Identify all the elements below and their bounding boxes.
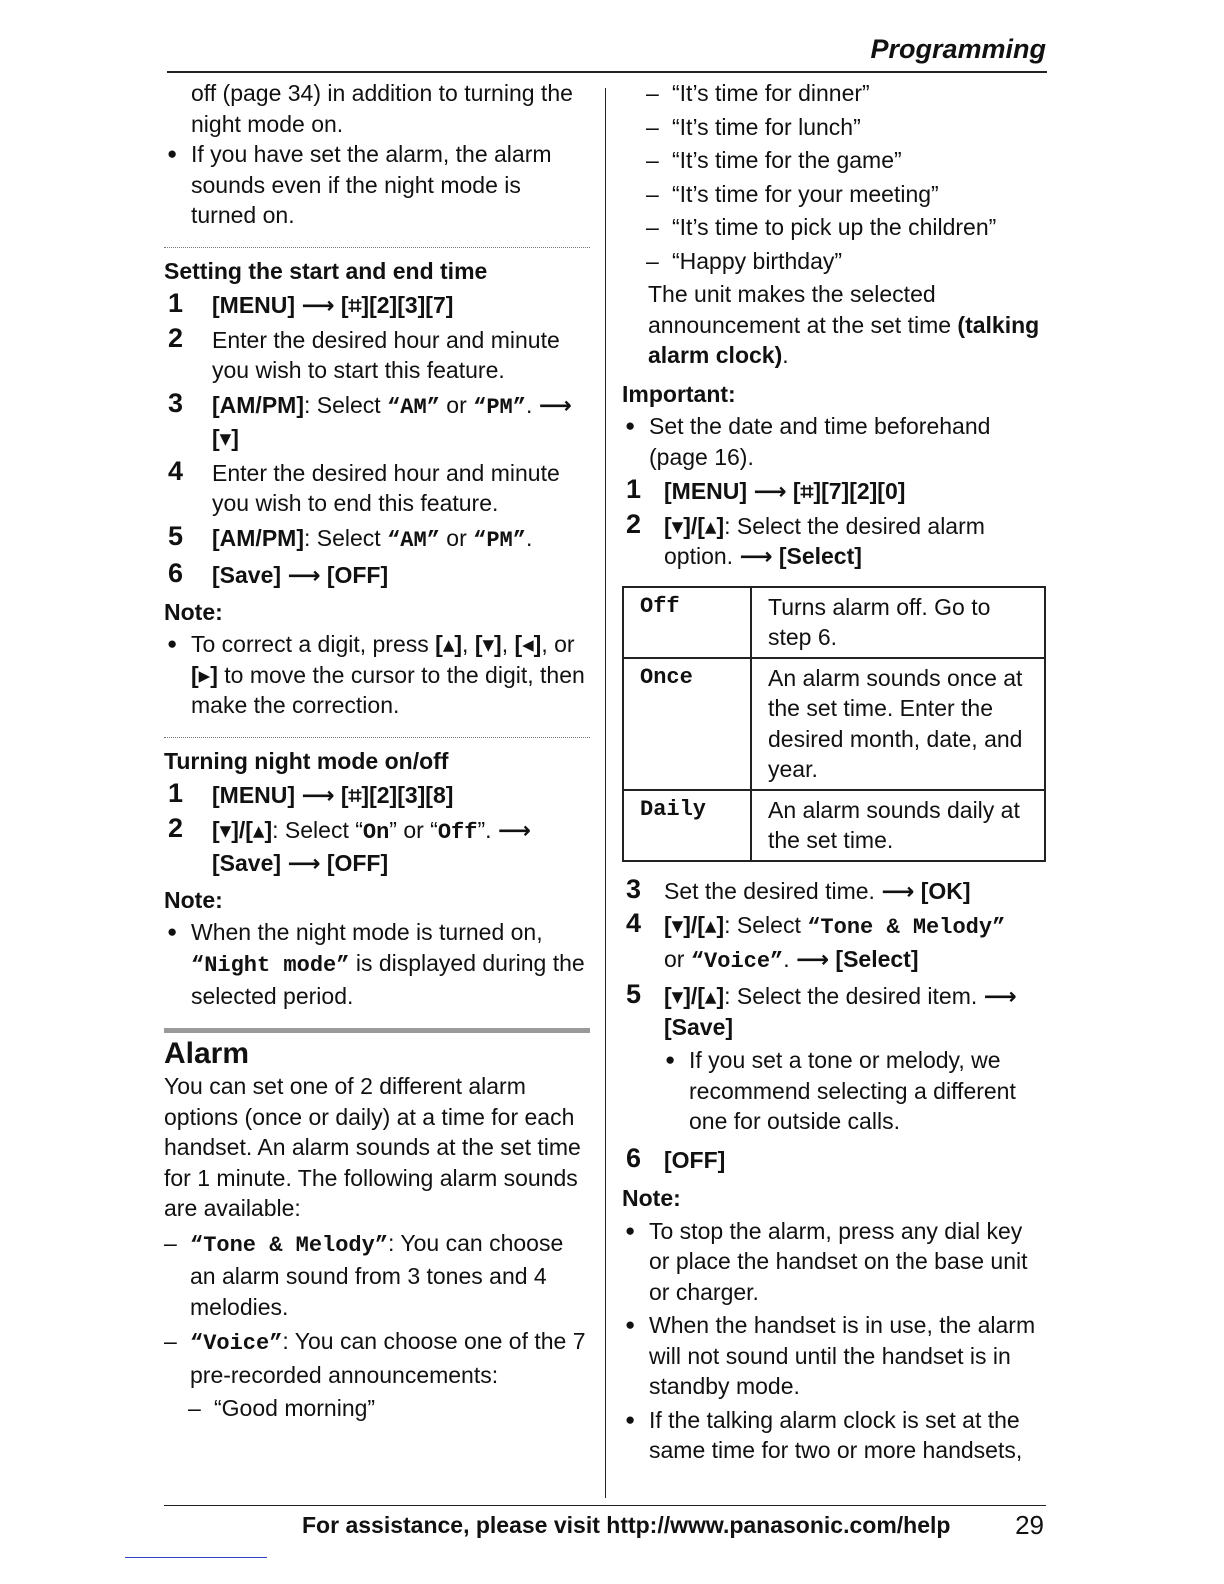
- key-sequence: [⌗][2][3][8]: [340, 782, 454, 808]
- arrow-icon: ⟶: [796, 945, 830, 972]
- arrow-icon: ⟶: [287, 562, 321, 588]
- step-number: 5: [626, 979, 642, 1009]
- note-bullet: [164, 629, 590, 721]
- note-label: Note:: [164, 886, 223, 913]
- step-3: [164, 387, 590, 454]
- column-divider: [605, 88, 606, 1498]
- item-text: : You can choose one of the 7 pre-recorded announcements:: [190, 1328, 586, 1388]
- step-5: [622, 981, 1047, 1042]
- step-text: : Select the desired item.: [724, 983, 984, 1009]
- step-text: Set the desired time.: [664, 877, 882, 904]
- step-6: [164, 560, 590, 591]
- announcement-item: – “It’s time for the game”: [646, 145, 1047, 176]
- step-number: 4: [168, 455, 184, 486]
- step-number: 3: [168, 387, 184, 418]
- step-number: 2: [168, 322, 184, 353]
- step-text: .: [525, 524, 533, 551]
- separator: , or: [541, 631, 575, 657]
- alarm-night-bullet: ● If you have set the alarm, the alarm sounds even if the night mode is turned on.: [164, 139, 590, 231]
- step-number: 1: [626, 474, 642, 504]
- arrow-icon: ⟶: [497, 816, 531, 843]
- down-key: [▾]: [474, 631, 502, 657]
- arrow-icon: ⟶: [287, 850, 321, 876]
- step-text: or: [664, 945, 691, 972]
- key-sequence: [⌗][2][3][7]: [340, 292, 454, 318]
- step-text: .: [783, 945, 797, 972]
- step-text: or: [439, 391, 474, 418]
- separator: ,: [501, 631, 515, 657]
- alarm-sound-tone: [164, 1228, 590, 1323]
- step-number: 6: [626, 1142, 642, 1173]
- display-value: “PM”: [473, 527, 526, 553]
- updown-keys: [▾]/[▴]: [664, 983, 725, 1009]
- step-number: 2: [626, 508, 642, 539]
- note-bullet: [164, 917, 590, 1012]
- announcement-item: – “It’s time to pick up the children”: [646, 212, 1047, 243]
- step-text: .: [525, 391, 539, 418]
- step-3: [622, 873, 1047, 907]
- step-6: [622, 1142, 1047, 1176]
- section-divider: [164, 247, 590, 248]
- note-text: When the night mode is turned on,: [191, 919, 543, 945]
- off-key: [OFF]: [326, 562, 389, 588]
- updown-keys: [▾]/[▴]: [664, 512, 725, 539]
- note-text: To correct a digit, press: [191, 631, 436, 657]
- step-number: 3: [626, 873, 642, 904]
- off-key: [OFF]: [664, 1146, 726, 1173]
- step-text: : Select the desired alarm option.: [664, 512, 985, 569]
- important-bullet: ● Set the date and time beforehand (page 16).: [622, 411, 1047, 472]
- right-column: [622, 78, 1047, 1466]
- note-text: is displayed during the selected period.: [191, 949, 585, 1009]
- menu-key: [MENU]: [664, 478, 748, 504]
- ampm-key: [AM/PM]: [212, 524, 304, 551]
- continued-text: off (page 34) in addition to turning the night mode on.: [191, 80, 573, 137]
- alarm-intro: You can set one of 2 different alarm options (once or daily) at a time for each handset. An alarm sounds at the set time for 1 minute. The following alarm sounds are available:: [164, 1073, 581, 1221]
- arrow-icon: ⟶: [538, 391, 572, 418]
- footer-help-text: For assistance, please visit http://www.panasonic.com/help: [302, 1512, 951, 1538]
- up-key: [▴]: [435, 631, 463, 657]
- display-value: “AM”: [387, 394, 440, 420]
- step-4: [622, 910, 1047, 977]
- arrow-icon: ⟶: [739, 543, 773, 569]
- updown-keys: [▾]/[▴]: [664, 912, 725, 938]
- note-label: Note:: [622, 1185, 681, 1211]
- unit-text: The unit makes the selected announcement at the set time: [648, 281, 958, 338]
- left-column: [164, 78, 590, 1424]
- unit-description: [648, 279, 1047, 371]
- announcement-item: – “Good morning”: [188, 1393, 590, 1424]
- step-text: Enter the desired hour and minute you wish to start this feature.: [212, 326, 560, 383]
- step-text: : Select: [724, 912, 808, 938]
- arrow-icon: ⟶: [301, 782, 335, 808]
- display-value: “Tone & Melody”: [190, 1232, 389, 1258]
- display-value: “AM”: [387, 527, 440, 553]
- down-key: [▾]: [212, 425, 239, 451]
- step-text: Enter the desired hour and minute you wish to end this feature.: [212, 459, 560, 516]
- page-number: 29: [1015, 1510, 1044, 1540]
- select-key: [Select]: [835, 945, 919, 972]
- arrow-icon: ⟶: [881, 877, 915, 904]
- display-value: Off: [437, 819, 478, 845]
- note-text: to move the cursor to the digit, then make the correction.: [191, 661, 585, 718]
- announcement-item: – “It’s time for dinner”: [646, 78, 1047, 109]
- step-text: ”.: [477, 816, 498, 843]
- step-number: 6: [168, 558, 184, 588]
- save-key: [Save]: [212, 562, 282, 588]
- step5-bullet: ● If you set a tone or melody, we recommend selecting a different one for outside calls.: [662, 1045, 1047, 1137]
- table-row: [623, 587, 1045, 658]
- step-2: [164, 322, 590, 386]
- alarm-sound-voice: [164, 1326, 590, 1390]
- right-key: [▸]: [191, 661, 218, 688]
- table-row: [623, 790, 1045, 861]
- display-value: “Voice”: [190, 1331, 283, 1356]
- step-text: : Select: [303, 391, 388, 418]
- display-value: “Voice”: [690, 948, 784, 974]
- ok-key: [OK]: [920, 877, 971, 904]
- display-value: “PM”: [473, 394, 526, 420]
- section-title-night-mode: Turning night mode on/off: [164, 747, 449, 774]
- arrow-icon: ⟶: [301, 292, 335, 318]
- key-sequence: [⌗][7][2][0]: [792, 478, 906, 504]
- step-text: or: [439, 524, 474, 551]
- display-value: “Tone & Melody”: [807, 915, 1006, 940]
- ampm-key: [AM/PM]: [212, 391, 304, 418]
- option-name: Daily: [623, 790, 751, 861]
- updown-keys: [▾]/[▴]: [212, 816, 273, 843]
- footer-rule: [164, 1505, 1046, 1506]
- menu-key: [MENU]: [212, 782, 296, 808]
- option-description: An alarm sounds once at the set time. Enter the desired month, date, and year.: [751, 658, 1045, 790]
- note-label: Note:: [164, 598, 223, 625]
- alarm-section-title: Alarm: [164, 1036, 250, 1070]
- step-1: [164, 780, 590, 811]
- step-1: [164, 290, 590, 321]
- select-key: [Select]: [778, 543, 862, 569]
- unit-bold: (talking alarm clock): [648, 311, 1040, 368]
- note-bullet: ● If the talking alarm clock is set at the same time for two or more handsets,: [622, 1405, 1047, 1466]
- section-divider: [164, 737, 590, 738]
- item-text: : You can choose an alarm sound from 3 tones and 4 melodies.: [190, 1229, 564, 1320]
- step-text: : Select “: [272, 816, 363, 843]
- note-bullet: ● When the handset is in use, the alarm will not sound until the handset is in standby mode.: [622, 1310, 1047, 1402]
- save-key: [Save]: [664, 1013, 734, 1040]
- table-row: [623, 658, 1045, 790]
- section-title-start-end: Setting the start and end time: [164, 257, 488, 284]
- left-key: [◂]: [514, 631, 542, 657]
- arrow-icon: ⟶: [983, 983, 1017, 1009]
- step-2: [622, 508, 1047, 572]
- step-number: 2: [168, 812, 184, 843]
- header-rule: [167, 71, 1047, 73]
- step-number: 4: [626, 908, 642, 938]
- important-label: Important:: [622, 380, 736, 407]
- display-value: “Night mode”: [191, 952, 350, 978]
- announcement-item: – “Happy birthday”: [646, 246, 1047, 277]
- step-4: [164, 455, 590, 519]
- note-bullet: ● To stop the alarm, press any dial key or place the handset on the base unit or charger.: [622, 1216, 1047, 1308]
- arrow-icon: ⟶: [753, 478, 787, 504]
- page-header-title: Programming: [870, 34, 1046, 64]
- option-name: Off: [623, 587, 751, 658]
- option-description: Turns alarm off. Go to step 6.: [751, 587, 1045, 658]
- option-name: Once: [623, 658, 751, 790]
- separator: ,: [462, 631, 475, 657]
- option-description: An alarm sounds daily at the set time.: [751, 790, 1045, 861]
- step-1: [622, 476, 1047, 507]
- step-number: 1: [168, 778, 184, 808]
- step-5: [164, 520, 590, 557]
- step-2: [164, 812, 590, 879]
- unit-end: .: [782, 342, 789, 368]
- decorative-line: [125, 1557, 267, 1558]
- off-key: [OFF]: [326, 850, 389, 876]
- step-text: : Select: [303, 524, 388, 551]
- step-number: 1: [168, 288, 184, 318]
- alarm-options-table: [622, 586, 1046, 862]
- save-key: [Save]: [212, 850, 282, 876]
- step-number: 5: [168, 520, 184, 551]
- menu-key: [MENU]: [212, 292, 296, 318]
- display-value: On: [362, 819, 390, 845]
- section-divider-heavy: [164, 1028, 590, 1033]
- step-text: ” or “: [389, 816, 438, 843]
- announcement-item: – “It’s time for your meeting”: [646, 179, 1047, 210]
- announcement-item: – “It’s time for lunch”: [646, 112, 1047, 143]
